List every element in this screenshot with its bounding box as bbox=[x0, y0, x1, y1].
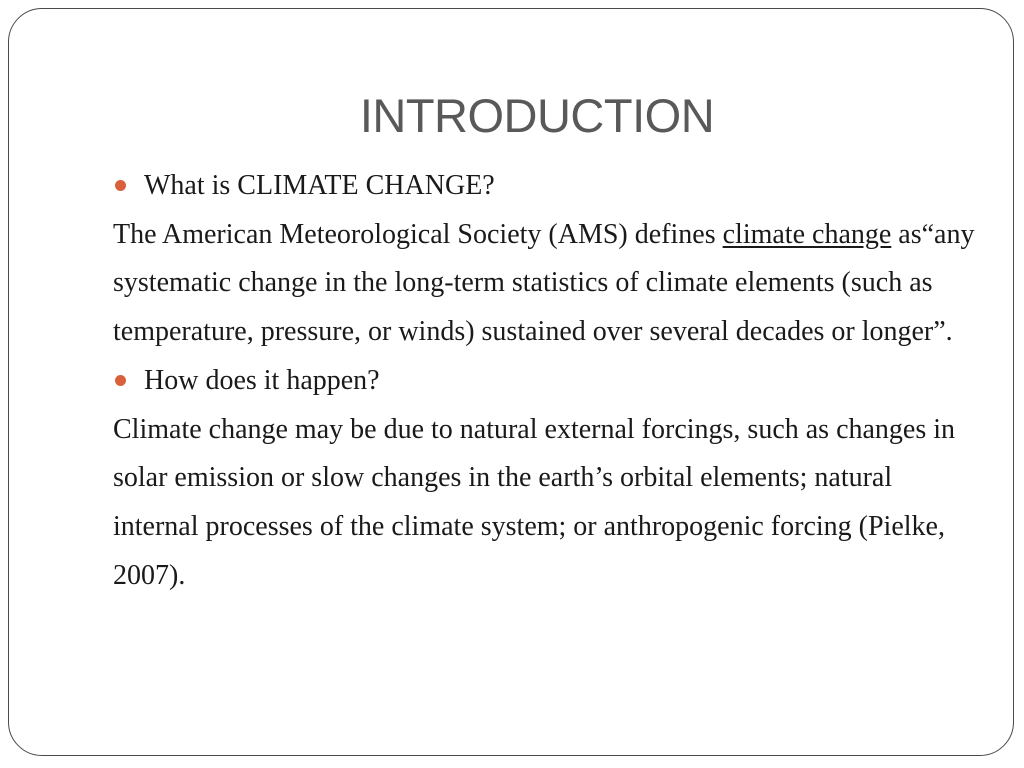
causes-paragraph: Climate change may be due to natural external forcings, such as changes in solar emission or slow changes in the earth’s orbital elements; natural internal processes of the climate system; or anthropogenic forcing (Pielke, 2007). bbox=[113, 413, 956, 591]
slide-body bbox=[113, 162, 983, 600]
bullet-item-climate-change bbox=[113, 162, 983, 211]
climate-change-link[interactable]: climate change bbox=[722, 218, 892, 250]
bullet-dot-icon bbox=[115, 375, 126, 386]
bullet-question: How does it happen? bbox=[144, 364, 380, 396]
bullet-dot-icon bbox=[115, 180, 126, 191]
bullet-question: What is CLIMATE CHANGE? bbox=[144, 170, 495, 201]
definition-paragraph bbox=[113, 211, 983, 357]
slide-title: INTRODUCTION bbox=[359, 89, 715, 142]
definition-text-end: as“any systematic change in the long-term statistics of climate elements (such as temperature, pressure, or winds) sustained over several decades or longer”. bbox=[113, 218, 975, 348]
definition-text-start: The American Meteorological Society (AMS) defines bbox=[113, 218, 723, 250]
bullet-item-how-happen bbox=[113, 357, 983, 406]
